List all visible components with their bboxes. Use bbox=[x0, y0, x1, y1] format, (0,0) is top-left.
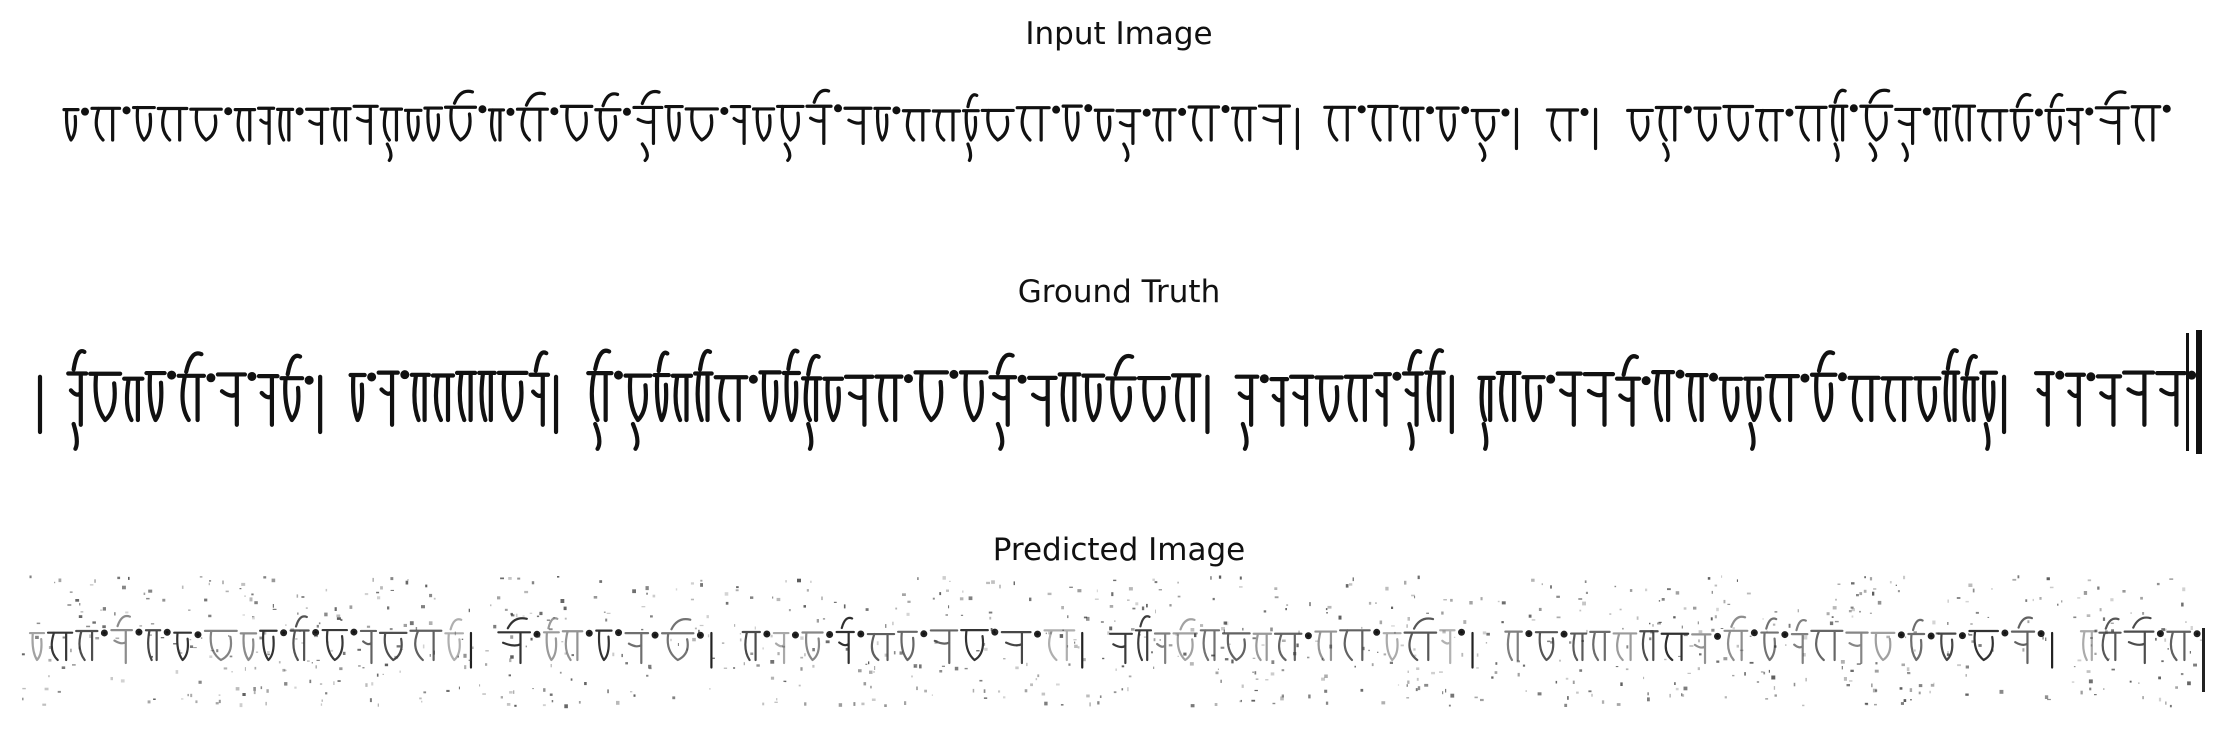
predicted-image-title: Predicted Image bbox=[992, 532, 1246, 568]
ground-truth-title: Ground Truth bbox=[1017, 274, 1221, 310]
input-image-title: Input Image bbox=[1025, 16, 1213, 52]
